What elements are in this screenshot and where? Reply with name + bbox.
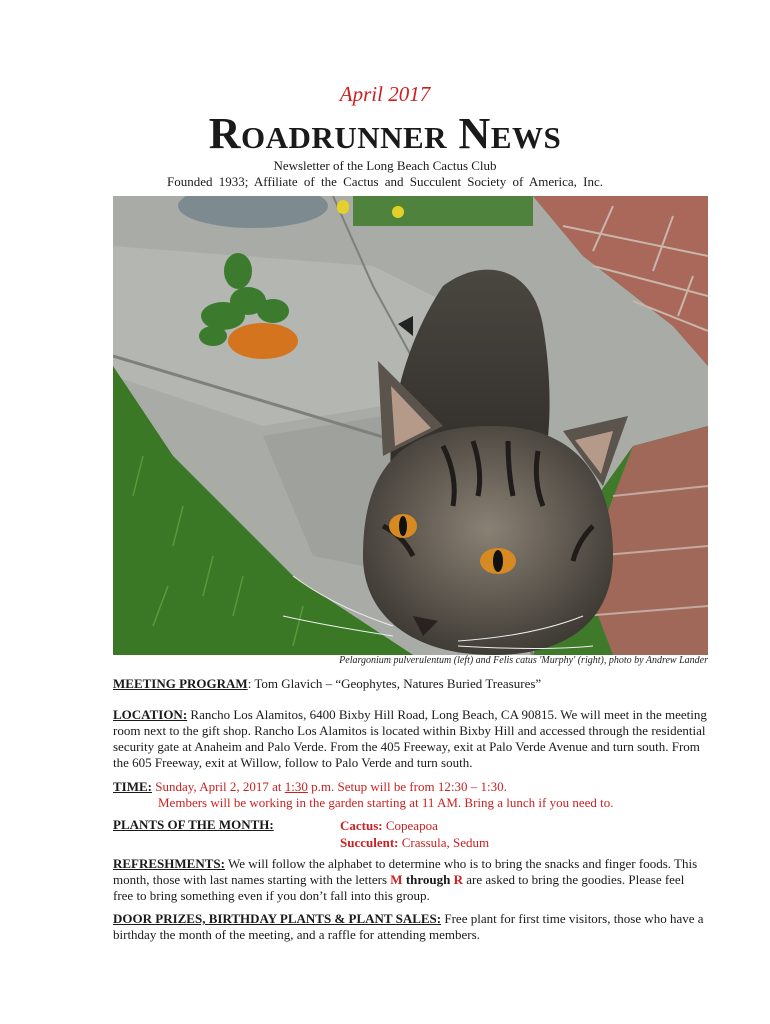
refreshments-section [113, 856, 707, 904]
issue-date: April 2017 [339, 82, 431, 106]
photo-caption: Pelargonium pulverulentum (left) and Felis catus 'Murphy' (right), photo by Andrew Lander [339, 655, 708, 666]
meeting-program-text: : Tom Glavich – “Geophytes, Natures Buried Treasures” [247, 676, 542, 691]
location-section [113, 707, 707, 771]
newsletter-title: Roadrunner News [208, 109, 562, 158]
time-text-pre: Sunday, April 2, 2017 at [152, 779, 285, 794]
location-label: LOCATION: [113, 707, 188, 722]
refreshments-letter-end: R [453, 872, 464, 887]
time-label: TIME: [113, 779, 152, 794]
affiliation-line: Founded 1933; Affiliate of the Cactus and Succulent Society of America, Inc. [166, 174, 604, 189]
refreshments-through: through [402, 872, 454, 887]
refreshments-label: REFRESHMENTS: [113, 856, 225, 871]
succulent-value: Crassula, Sedum [398, 835, 490, 850]
meeting-program-label: MEETING PROGRAM [113, 676, 248, 691]
cover-photo [113, 196, 708, 655]
location-text: Rancho Los Alamitos, 6400 Bixby Hill Road, Long Beach, CA 90815. We will meet in the meeting room next to the gift shop. Rancho Los Alamitos is located within Bixby Hill and accessed through the residential security gate at Anaheim and Palo Verde. From the 405 Freeway, exit at Palo Verde Avenue and turn south. From the 605 Freeway, exit at Willow, follow to Palo Verde and turn south. [113, 707, 707, 770]
door-prizes-text: Free plant for first time visitors, those who have a birthday the month of the meeting, and a raffle for attending members. [113, 911, 704, 942]
door-prizes-label: DOOR PRIZES, BIRTHDAY PLANTS & PLANT SALES: [113, 911, 442, 926]
meeting-program [113, 676, 707, 692]
cactus-label: Cactus: [340, 818, 383, 833]
plants-of-month-values [340, 817, 489, 851]
refreshments-text-pre: We will follow the alphabet to determine who is to bring the snacks and finger foods. This month, those with last names starting with the letters [113, 856, 698, 887]
cactus-value: Copeapoa [382, 818, 438, 833]
time-value: 1:30 [284, 779, 308, 794]
refreshments-letter-start: M [390, 872, 403, 887]
time-section [113, 779, 507, 795]
newsletter-subtitle: Newsletter of the Long Beach Cactus Club [273, 158, 497, 173]
plants-of-month-label: PLANTS OF THE MONTH: [113, 817, 274, 832]
time-text-post: p.m. Setup will be from 12:30 – 1:30. [307, 779, 507, 794]
door-prizes-section [113, 911, 707, 943]
time-note: Members will be working in the garden starting at 11 AM. Bring a lunch if you need to. [158, 795, 614, 810]
refreshments-text-post: are asked to bring the goodies. Please feel free to bring something even if you don’t fall into this group. [113, 872, 685, 903]
succulent-label: Succulent: [340, 835, 399, 850]
